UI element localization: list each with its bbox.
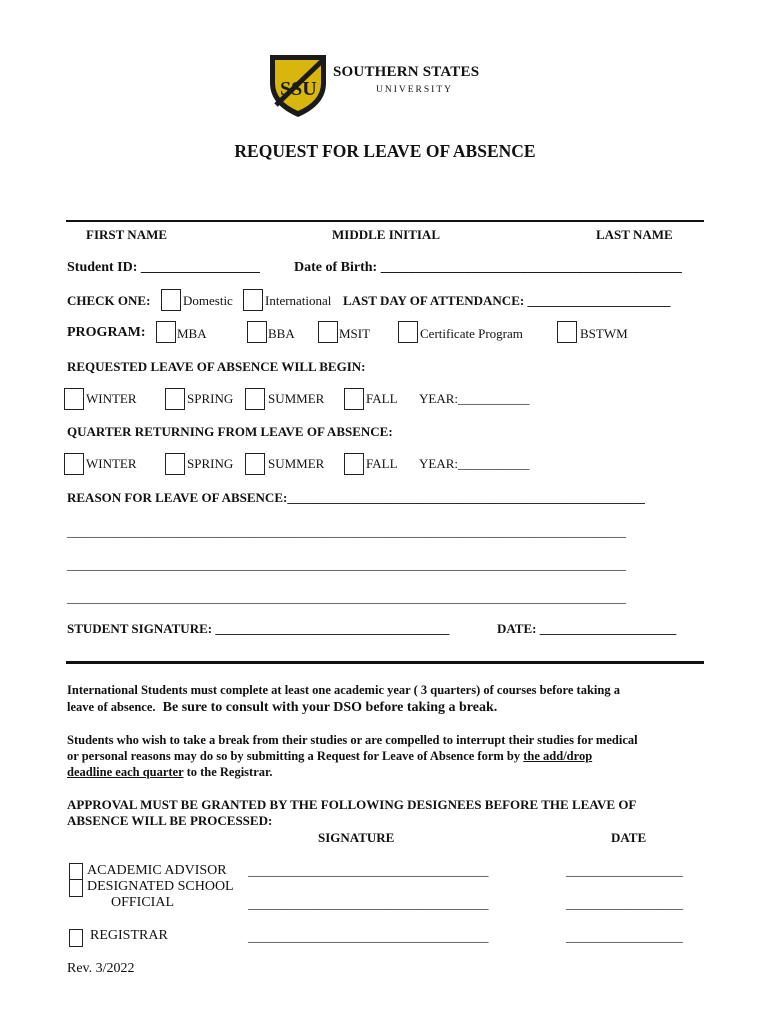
deadline-text: deadline each quarter <box>67 765 184 779</box>
date-of-birth-field[interactable]: Date of Birth: ___________________________________________ <box>294 260 682 275</box>
last-name-label: LAST NAME <box>596 227 673 242</box>
return-year-field[interactable]: YEAR:___________ <box>419 456 530 471</box>
designated-school-label: DESIGNATED SCHOOL <box>87 879 234 894</box>
return-fall-checkbox[interactable] <box>344 453 364 475</box>
bstwm-checkbox[interactable] <box>557 321 577 343</box>
first-name-label: FIRST NAME <box>86 227 168 242</box>
international-note-line2 <box>67 700 497 716</box>
begin-spring-label: SPRING <box>187 391 234 406</box>
begin-summer-checkbox[interactable] <box>245 388 265 410</box>
domestic-label: Domestic <box>183 293 233 308</box>
international-note-line1: International Students must complete at least one academic year ( 3 quarters) of courses before taking a <box>67 683 620 697</box>
break-note-line1: Students who wish to take a break from their studies or are compelled to interrupt their studies for medical <box>67 733 638 747</box>
return-winter-label: WINTER <box>86 456 137 471</box>
date-column-header: DATE <box>611 830 647 845</box>
begin-spring-checkbox[interactable] <box>165 388 185 410</box>
mba-label: MBA <box>177 326 207 341</box>
international-label: International <box>265 293 332 308</box>
international-note-emphasis: Be sure to consult with your DSO before taking a break. <box>162 700 498 715</box>
msit-checkbox[interactable] <box>318 321 338 343</box>
university-subtitle: UNIVERSITY <box>376 85 453 95</box>
returning-heading: QUARTER RETURNING FROM LEAVE OF ABSENCE: <box>67 424 393 439</box>
student-id-field[interactable]: Student ID: _________________ <box>67 260 260 275</box>
registrar-label: REGISTRAR <box>90 928 168 943</box>
last-day-attendance-field[interactable]: LAST DAY OF ATTENDANCE: ______________________ <box>343 293 671 308</box>
international-checkbox[interactable] <box>243 289 263 311</box>
reason-field[interactable]: REASON FOR LEAVE OF ABSENCE:_______________________________________________________ <box>67 490 645 505</box>
begin-fall-checkbox[interactable] <box>344 388 364 410</box>
return-summer-label: SUMMER <box>268 456 325 471</box>
academic-advisor-label: ACADEMIC ADVISOR <box>87 863 227 878</box>
divider-top <box>66 220 704 222</box>
reason-line[interactable]: ______________________________________________________________________________________ <box>67 524 626 539</box>
bstwm-label: BSTWM <box>580 326 628 341</box>
signature-date-field[interactable]: DATE: _____________________ <box>497 621 677 636</box>
break-note-line2 <box>67 749 592 764</box>
return-winter-checkbox[interactable] <box>64 453 84 475</box>
registrar-signature-line[interactable]: _____________________________________ <box>248 929 489 944</box>
begin-winter-checkbox[interactable] <box>64 388 84 410</box>
signature-column-header: SIGNATURE <box>318 830 395 845</box>
university-name: SOUTHERN STATES <box>333 64 480 80</box>
return-spring-checkbox[interactable] <box>165 453 185 475</box>
form-title: REQUEST FOR LEAVE OF ABSENCE <box>234 141 536 161</box>
certificate-program-label: Certificate Program <box>420 326 523 341</box>
reason-line[interactable]: ______________________________________________________________________________________ <box>67 590 626 605</box>
international-note-text: leave of absence. <box>67 700 156 714</box>
seal-letter: SSU <box>280 78 317 100</box>
advisor-signature-line[interactable]: _____________________________________ <box>248 863 489 878</box>
domestic-checkbox[interactable] <box>161 289 181 311</box>
approval-heading-line1: APPROVAL MUST BE GRANTED BY THE FOLLOWING DESIGNEES BEFORE THE LEAVE OF <box>67 797 637 812</box>
msit-label: MSIT <box>339 326 371 341</box>
begin-year-field[interactable]: YEAR:___________ <box>419 391 530 406</box>
designated-official-checkbox[interactable] <box>69 879 83 897</box>
return-fall-label: FALL <box>366 456 398 471</box>
middle-initial-label: MIDDLE INITIAL <box>332 227 440 242</box>
mba-checkbox[interactable] <box>156 321 176 343</box>
advisor-date-line[interactable]: __________________ <box>566 863 683 878</box>
program-label: PROGRAM: <box>67 325 146 340</box>
revision-label: Rev. 3/2022 <box>67 961 135 976</box>
begin-summer-label: SUMMER <box>268 391 325 406</box>
add-drop-text: the add/drop <box>523 749 593 763</box>
official-signature-line[interactable]: _____________________________________ <box>248 896 489 911</box>
bba-checkbox[interactable] <box>247 321 267 343</box>
ssu-seal-icon <box>266 49 330 119</box>
official-date-line[interactable]: __________________ <box>566 896 683 911</box>
official-label: OFFICIAL <box>111 895 175 910</box>
break-note-text: or personal reasons may do so by submitting a Request for Leave of Absence form by <box>67 749 521 763</box>
check-one-label: CHECK ONE: <box>67 293 151 308</box>
return-spring-label: SPRING <box>187 456 234 471</box>
leave-begin-heading: REQUESTED LEAVE OF ABSENCE WILL BEGIN: <box>67 359 366 374</box>
registrar-date-line[interactable]: __________________ <box>566 929 683 944</box>
reason-line[interactable]: ______________________________________________________________________________________ <box>67 557 626 572</box>
approval-heading-line2: ABSENCE WILL BE PROCESSED: <box>67 813 273 828</box>
begin-winter-label: WINTER <box>86 391 137 406</box>
registrar-checkbox[interactable] <box>69 929 83 947</box>
bba-label: BBA <box>268 326 295 341</box>
student-signature-field[interactable]: STUDENT SIGNATURE: ____________________________________ <box>67 621 450 636</box>
registrar-text: to the Registrar. <box>186 765 273 779</box>
begin-fall-label: FALL <box>366 391 398 406</box>
divider-bottom <box>66 661 704 664</box>
certificate-program-checkbox[interactable] <box>398 321 418 343</box>
return-summer-checkbox[interactable] <box>245 453 265 475</box>
break-note-line3 <box>67 765 273 780</box>
